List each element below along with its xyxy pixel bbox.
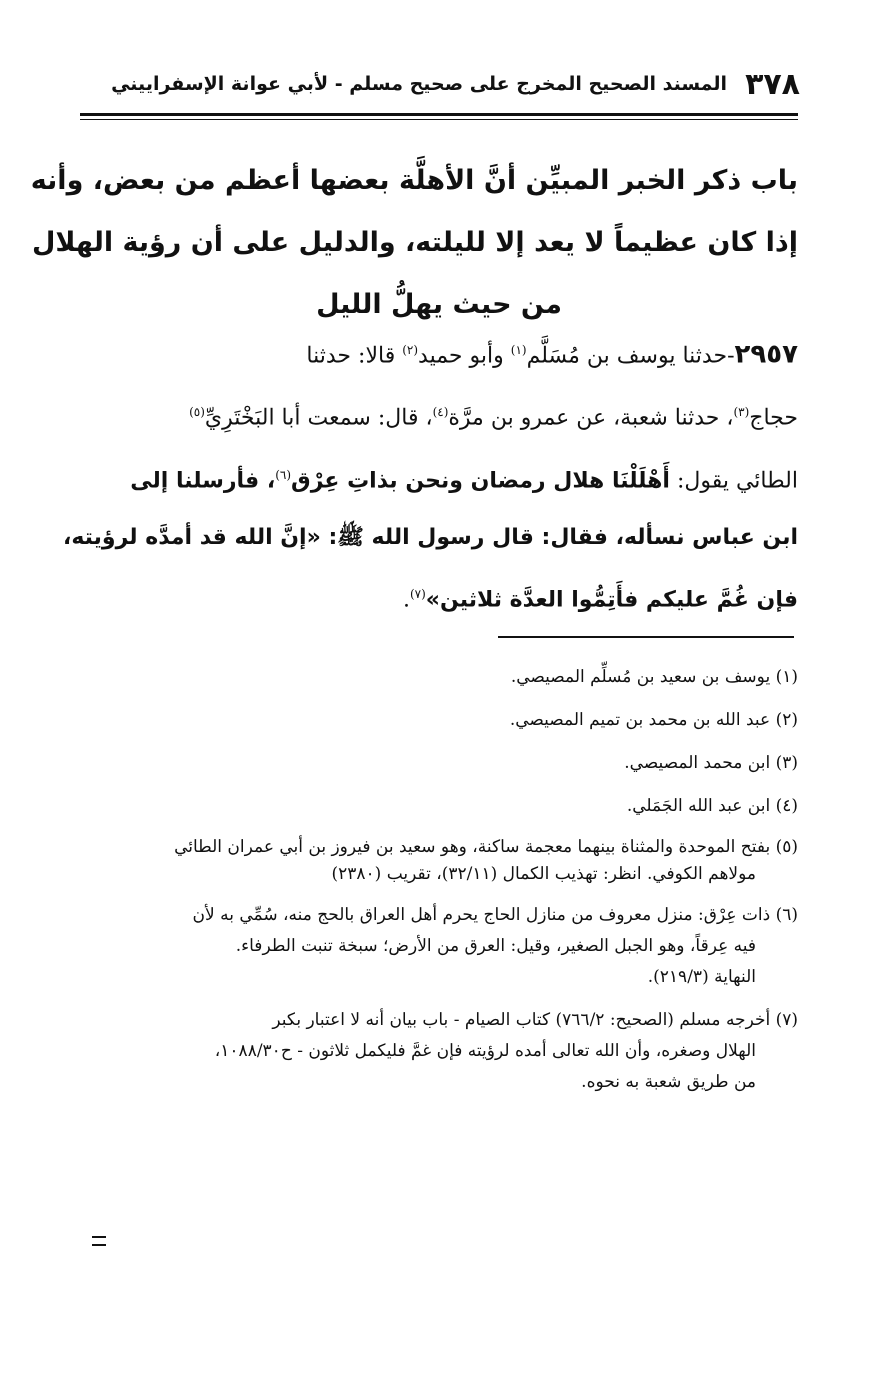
footnote-marker: (٤) bbox=[432, 405, 449, 420]
hadith-text-run: -حدثنا يوسف بن مُسَلَّم bbox=[526, 343, 735, 369]
footnote-marker: (٧) bbox=[409, 586, 426, 601]
footnote-line: من طريق شعبة به نحوه. bbox=[581, 1072, 756, 1092]
footnote bbox=[80, 1005, 798, 1098]
footnote-line: (١) يوسف بن سعيد بن مُسلِّم المصيصي. bbox=[510, 667, 798, 687]
hadith-line bbox=[80, 322, 798, 384]
footnote-line: (٣) ابن محمد المصيصي. bbox=[624, 753, 798, 773]
hadith-matn: فإن غُمَّ عليكم فأَتِمُّوا العدَّة ثلاثين» bbox=[425, 587, 798, 613]
page-header bbox=[80, 60, 800, 108]
hadith-number: ٢٩٥٧ bbox=[734, 339, 798, 370]
footnote-line: الهلال وصغره، وأن الله تعالى أمده لرؤيته فإن غمَّ فليكمل ثلاثون - ح١٠٨٨/٣٠، bbox=[214, 1041, 756, 1061]
footnote-line: (٤) ابن عبد الله الجَمَلي. bbox=[626, 796, 798, 816]
footnote-line: فيه عِرقاً، وهو الجبل الصغير، وقيل: العرق من الأرض؛ سبخة تنبت الطرفاء. bbox=[235, 936, 756, 956]
header-divider bbox=[80, 113, 798, 116]
footnote-line: (٢) عبد الله بن محمد بن تميم المصيصي. bbox=[509, 710, 798, 730]
hadith-matn: أَهْلَلْنَا هلال رمضان ونحن بذاتِ عِرْق bbox=[291, 467, 670, 493]
hadith-text-run: ، قال: سمعت أبا البَخْتَرِيِّ bbox=[204, 405, 433, 431]
hadith-text-run: ، حدثنا شعبة، عن عمرو بن مرَّة bbox=[448, 405, 734, 431]
footnote-marker: (١) bbox=[510, 343, 527, 357]
footnote-line: النهاية (٢١٩/٣). bbox=[647, 967, 756, 987]
footnote bbox=[80, 834, 798, 888]
end-of-page-mark bbox=[92, 1236, 106, 1246]
hadith-matn: ، فأرسلنا إلى bbox=[130, 467, 276, 493]
footnote-marker: (٦) bbox=[275, 467, 292, 482]
footnote bbox=[80, 791, 798, 822]
footnotes bbox=[80, 662, 798, 1110]
chapter-heading-line: من حيث يهلُّ الليل bbox=[316, 289, 562, 320]
footnote-line: (٥) بفتح الموحدة والمثناة بينهما معجمة ساكنة، وهو سعيد بن فيروز بن أبي عمران الطائي bbox=[174, 837, 798, 857]
footnote bbox=[80, 662, 798, 693]
footnote-divider bbox=[498, 636, 794, 638]
hadith-text-run: الطائي يقول: bbox=[669, 467, 798, 493]
running-title: المسند الصحيح المخرج على صحيح مسلم - لأبي عوانة الإسفراييني bbox=[111, 73, 728, 95]
footnote-marker: (٣) bbox=[733, 405, 750, 420]
footnote-line: مولاهم الكوفي. انظر: تهذيب الكمال (٣٢/١١)، تقريب (٢٣٨٠) bbox=[331, 864, 756, 884]
footnote-marker: (٢) bbox=[402, 343, 419, 357]
hadith-text bbox=[62, 322, 798, 628]
footnote-line: (٧) أخرجه مسلم (الصحيح: ٧٦٦/٢) كتاب الصيام - باب بيان أنه لا اعتبار بكبر bbox=[272, 1010, 798, 1030]
hadith-text-run: وأبو حميد bbox=[418, 343, 511, 369]
hadith-line bbox=[80, 384, 798, 446]
hadith-text-run: . bbox=[402, 587, 410, 613]
footnote bbox=[80, 705, 798, 736]
hadith-line: ابن عباس نسأله، فقال: قال رسول الله ﷺ: «إنَّ الله قد أمدَّه لرؤيته، bbox=[62, 524, 798, 550]
chapter-heading bbox=[30, 150, 798, 336]
chapter-heading-line: باب ذكر الخبر المبيِّن أنَّ الأهلَّة بعضها أعظم من بعض، وأنه bbox=[30, 165, 798, 196]
hadith-line bbox=[80, 447, 798, 509]
hadith-line bbox=[80, 566, 798, 628]
footnote-marker: (٥) bbox=[189, 405, 205, 420]
page-number: ٣٧٨ bbox=[745, 66, 800, 102]
footnote bbox=[80, 900, 798, 993]
hadith-text-run: قالا: حدثنا bbox=[306, 343, 403, 369]
chapter-heading-line: إذا كان عظيماً لا يعد إلا لليلته، والدليل على أن رؤية الهلال bbox=[31, 227, 798, 258]
hadith-text-run: حجاج bbox=[749, 405, 798, 431]
footnote bbox=[80, 748, 798, 779]
footnote-line: (٦) ذات عِرْق: منزل معروف من منازل الحاج يحرم أهل العراق بالحج منه، سُمِّي به لأن bbox=[192, 905, 798, 925]
